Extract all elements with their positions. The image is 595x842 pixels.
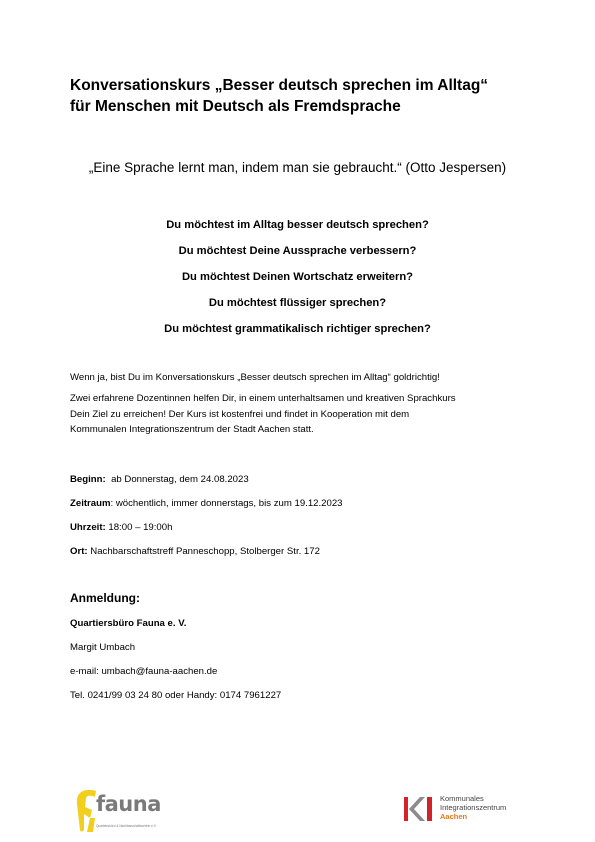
fauna-logo-tagline: Quartiersbüro & Nachbarschaftsverein e.V.: [96, 824, 157, 828]
page-title: [70, 75, 550, 117]
detail-period: [70, 497, 343, 510]
description-paragraph: [70, 391, 530, 438]
ki-logo-line: Aachen: [440, 812, 468, 821]
description-line: Dein Ziel zu erreichen! Der Kurs ist kostenfrei und findet in Kooperation mit dem: [70, 408, 410, 420]
detail-begin: [70, 473, 249, 486]
question-item: Du möchtest Deinen Wortschatz erweitern?: [181, 271, 414, 283]
description-line: Kommunalen Integrationszentrum der Stadt Aachen statt.: [70, 424, 314, 435]
detail-place: [70, 545, 320, 558]
registration-org: Quartiersbüro Fauna e. V.: [70, 618, 187, 629]
question-list: [0, 218, 595, 348]
detail-time: [70, 521, 172, 534]
detail-value: 18:00 – 19:00h: [108, 522, 173, 533]
ki-logo-line: Integrationszentrum: [440, 803, 507, 812]
registration-heading: Anmeldung:: [70, 591, 140, 605]
question-item: Du möchtest Deine Aussprache verbessern?: [178, 245, 417, 257]
intro-paragraph: Wenn ja, bist Du im Konversationskurs „Besser deutsch sprechen im Alltag“ goldrichtig!: [70, 372, 440, 383]
ki-logo-line: Kommunales: [440, 794, 484, 803]
detail-value: Nachbarschaftstreff Panneschopp, Stolberger Str. 172: [90, 546, 320, 557]
detail-label: Zeitraum: [70, 498, 111, 509]
detail-label: Beginn:: [70, 474, 106, 485]
registration-email[interactable]: e-mail: umbach@fauna-aachen.de: [70, 666, 218, 677]
title-line-2: für Menschen mit Deutsch als Fremdsprache: [70, 98, 401, 115]
ki-logo: [402, 792, 532, 828]
detail-value: : wöchentlich, immer donnerstags, bis zum 19.12.2023: [110, 498, 343, 509]
detail-label: Uhrzeit:: [70, 522, 106, 533]
description-line: Zwei erfahrene Dozentinnen helfen Dir, in einem unterhaltsamen und kreativen Sprachkurs: [70, 393, 456, 404]
question-item: Du möchtest im Alltag besser deutsch sprechen?: [166, 219, 429, 231]
question-item: Du möchtest flüssiger sprechen?: [208, 297, 387, 309]
quote: „Eine Sprache lernt man, indem man sie gebraucht.“ (Otto Jespersen): [88, 160, 507, 175]
fauna-logo: [74, 788, 174, 834]
title-line-1: Konversationskurs „Besser deutsch sprechen im Alltag“: [70, 77, 489, 94]
registration-person: Margit Umbach: [70, 642, 136, 653]
detail-value: ab Donnerstag, dem 24.08.2023: [111, 474, 249, 485]
detail-label: Ort:: [70, 546, 88, 557]
registration-phone: Tel. 0241/99 03 24 80 oder Handy: 0174 7961227: [70, 690, 282, 701]
question-item: Du möchtest grammatikalisch richtiger sprechen?: [164, 323, 431, 335]
ki-logo-mark: [402, 794, 436, 824]
ki-logo-text: [440, 794, 506, 821]
fauna-logo-wordmark: fauna: [96, 792, 161, 816]
